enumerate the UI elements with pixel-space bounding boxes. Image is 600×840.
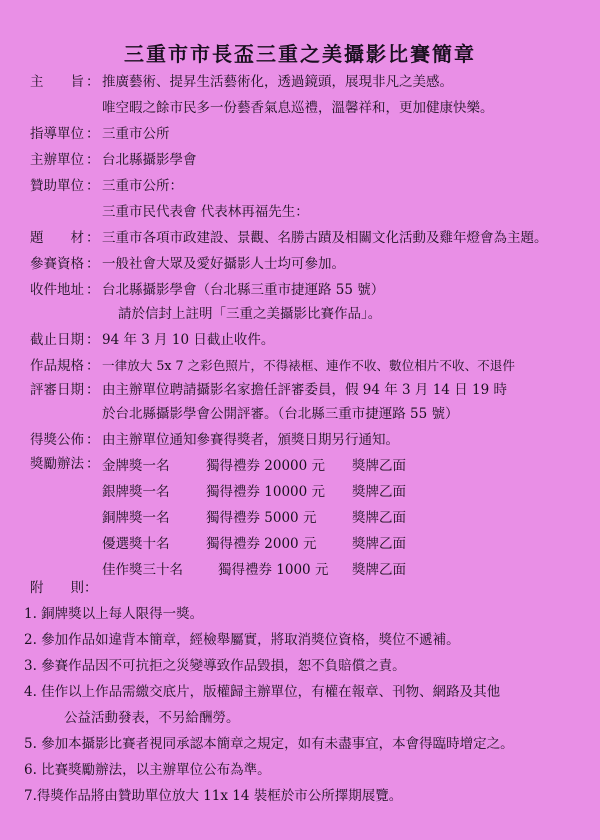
prize-table <box>102 454 522 584</box>
judging-line2: 於台北縣攝影學會公開評審。（台北縣三重市捷運路 55 號） <box>102 406 459 422</box>
prize-row <box>102 532 522 558</box>
spec-value: 一律放大 5x 7 之彩色照片，不得裱框、連作不收、數位相片不收、不退件 <box>102 358 515 373</box>
prize-amount: 獨得禮券 2000 元 <box>206 536 317 552</box>
eligibility-label: 參賽資格 <box>30 256 84 272</box>
judging-line1: 由主辦單位聘請攝影名家擔任評審委員，假 94 年 3 月 14 日 19 時 <box>102 382 507 398</box>
colon: ： <box>86 74 100 90</box>
colon: ： <box>86 432 100 448</box>
rule-item: 2. 參加作品如違背本簡章，經檢舉屬實，將取消獎位資格，獎位不遞補。 <box>24 632 460 648</box>
address-line1: 台北縣攝影學會（台北縣三重市捷運路 55 號） <box>102 282 385 298</box>
guidance-value: 三重市公所 <box>102 126 170 142</box>
colon: ： <box>86 332 100 348</box>
announce-label: 得獎公佈 <box>30 432 84 448</box>
rule-item: 7.得獎作品將由贊助單位放大 11x 14 裝框於市公所擇期展覽。 <box>24 788 403 804</box>
sponsor-line1: 三重市公所： <box>102 178 183 194</box>
colon: ： <box>86 456 100 472</box>
rules-label: 附 則： <box>30 580 98 596</box>
prize-amount: 獨得禮券 5000 元 <box>206 510 317 526</box>
deadline-label: 截止日期 <box>30 332 84 348</box>
colon: ： <box>86 152 100 168</box>
rule-item-continuation: 公益活動發表，不另給酬勞。 <box>64 710 240 726</box>
prize-amount: 獨得禮券 1000 元 <box>218 562 329 578</box>
deadline-value: 94 年 3 月 10 日截止收件。 <box>102 332 275 348</box>
prize-medal: 獎牌乙面 <box>352 510 406 526</box>
eligibility-value: 一般社會大眾及愛好攝影人士均可參加。 <box>102 256 345 272</box>
colon: ： <box>86 178 100 194</box>
rule-item: 6. 比賽獎勵辦法，以主辦單位公布為準。 <box>24 762 271 778</box>
prize-name: 金牌獎一名 <box>102 458 170 474</box>
prize-name: 優選獎十名 <box>102 536 170 552</box>
prize-medal: 獎牌乙面 <box>352 562 406 578</box>
colon: ： <box>86 358 100 374</box>
purpose-line2: 唯空暇之餘市民多一份藝香氣息巡禮，溫馨祥和，更加健康快樂。 <box>102 100 494 116</box>
organizer-value: 台北縣攝影學會 <box>102 152 197 168</box>
rules-list <box>24 602 584 810</box>
colon: ： <box>86 126 100 142</box>
colon: ： <box>86 382 100 398</box>
prize-medal: 獎牌乙面 <box>352 484 406 500</box>
theme-value: 三重市各項市政建設、景觀、名勝古蹟及相關文化活動及雞年燈會為主題。 <box>102 230 548 246</box>
colon: ： <box>86 230 100 246</box>
address-label: 收件地址 <box>30 282 84 298</box>
address-line2: 請於信封上註明「三重之美攝影比賽作品」。 <box>118 306 382 322</box>
guidance-label: 指導單位 <box>30 126 84 142</box>
prize-row <box>102 506 522 532</box>
page-title: 三重市市長盃三重之美攝影比賽簡章 <box>124 42 476 66</box>
prize-row <box>102 558 522 584</box>
organizer-label: 主辦單位 <box>30 152 84 168</box>
judging-label: 評審日期 <box>30 382 84 398</box>
prize-name: 銀牌獎一名 <box>102 484 170 500</box>
prize-row <box>102 454 522 480</box>
prize-medal: 獎牌乙面 <box>352 536 406 552</box>
prizes-label: 獎勵辦法 <box>30 456 84 472</box>
announce-value: 由主辦單位通知參賽得獎者，頒獎日期另行通知。 <box>102 432 399 448</box>
theme-label: 題 材 <box>30 230 84 246</box>
colon: ： <box>86 282 100 298</box>
prize-name: 銅牌獎一名 <box>102 510 170 526</box>
prize-medal: 獎牌乙面 <box>352 458 406 474</box>
prize-amount: 獨得禮券 20000 元 <box>206 458 326 474</box>
rule-item: 3. 參賽作品因不可抗拒之災變導致作品毀損，恕不負賠償之責。 <box>24 658 406 674</box>
spec-label: 作品規格 <box>30 358 84 374</box>
purpose-label: 主 旨 <box>30 74 84 90</box>
sponsor-label: 贊助單位 <box>30 178 84 194</box>
rule-item: 1. 銅牌獎以上每人限得一獎。 <box>24 606 204 622</box>
colon: ： <box>86 256 100 272</box>
sponsor-line2: 三重市民代表會 代表林再福先生： <box>102 204 309 220</box>
purpose-line1: 推廣藝術、提昇生活藝術化，透過鏡頭，展現非凡之美感。 <box>102 74 453 90</box>
prize-amount: 獨得禮券 10000 元 <box>206 484 326 500</box>
prize-name: 佳作獎三十名 <box>102 562 183 578</box>
rule-item: 4. 佳作以上作品需繳交底片，版權歸主辦單位，有權在報章、刊物、網路及其他 <box>24 684 501 700</box>
prize-row <box>102 480 522 506</box>
rule-item: 5. 參加本攝影比賽者視同承認本簡章之規定，如有未盡事宜，本會得臨時增定之。 <box>24 736 514 752</box>
